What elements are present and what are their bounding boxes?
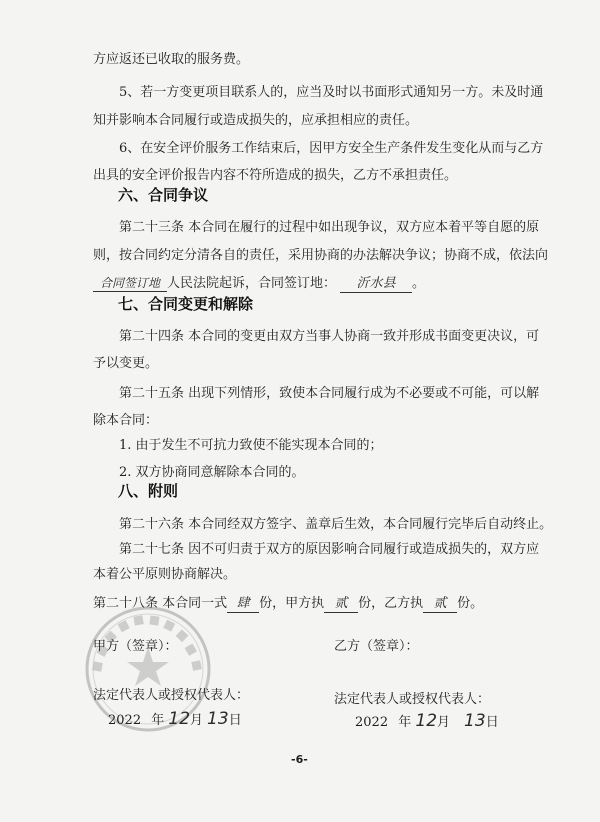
filled-court-place: 合同签订地 (93, 275, 167, 292)
filled-copies-total: 肆 (227, 596, 259, 613)
paragraph-line: 第二十四条 本合同的变更由双方当事人协商一致并形成书面变更决议，可 (119, 329, 540, 344)
paragraph-line: 第二十五条 出现下列情形，致使本合同履行成为不必要或不可能，可以解 (119, 386, 540, 401)
paragraph-line: 则，按合同约定分清各自的责任，采用协商的办法解决争议；协商不成，依法向 (93, 248, 549, 263)
paragraph-line: 2. 双方协商同意解除本合同的。 (119, 465, 305, 480)
paragraph-line: 除本合同： (93, 413, 159, 428)
paragraph-line: 合同签订地 人民法院起诉，合同签订地： 沂水县 。 (93, 275, 425, 293)
handwritten-day: 13 (464, 711, 486, 731)
party-a-seal-label: 甲方（签章）： (93, 639, 178, 654)
page-number: -6- (291, 753, 308, 766)
filled-copies-b: 贰 (423, 596, 457, 613)
handwritten-month: 12 (415, 711, 438, 731)
party-b-date: 2022 年 12月 13日 (355, 711, 499, 731)
paragraph-line: 1. 由于发生不可抗力致使不能实现本合同的； (119, 438, 383, 453)
paragraph-line: 第二十六条 本合同经双方签字、盖章后生效，本合同履行完毕后自动终止。 (119, 517, 553, 532)
paragraph-line: 本着公平原则协商解决。 (93, 567, 237, 582)
paragraph-line: 予以变更。 (93, 356, 159, 371)
section-heading-supplementary: 八、附则 (118, 482, 179, 500)
section-heading-change: 七、合同变更和解除 (118, 295, 254, 313)
paragraph-line: 第二十七条 因不可归责于双方的原因影响合同履行或造成损失的，双方应 (119, 542, 540, 557)
paragraph-line: 出具的安全评价报告内容不符所造成的损失，乙方不承担责任。 (93, 168, 458, 183)
party-b-representative-label: 法定代表人或授权代表人： (334, 692, 491, 707)
paragraph-line: 第二十八条 本合同一式 肆 份，甲方执 贰 份，乙方执 贰 份。 (93, 596, 484, 611)
party-a-representative-label: 法定代表人或授权代表人： (93, 688, 250, 703)
section-heading-dispute: 六、合同争议 (118, 186, 209, 204)
paragraph-line: 6、在安全评价服务工作结束后，因甲方安全生产条件发生变化从而与乙方 (119, 141, 544, 156)
party-b-seal-label: 乙方（签章）： (334, 639, 419, 654)
party-a-date: 2022 年 12月 13日 (108, 709, 242, 729)
handwritten-month: 12 (168, 709, 191, 729)
paragraph-line: 5、若一方变更项目联系人的，应当及时以书面形式通知另一方。未及时通 (119, 85, 544, 100)
filled-sign-place: 沂水县 (340, 276, 412, 293)
filled-copies-a: 贰 (324, 596, 358, 613)
paragraph-line: 方应返还已收取的服务费。 (93, 52, 250, 67)
handwritten-day: 13 (207, 709, 229, 729)
paragraph-line: 第二十三条 本合同在履行的过程中如出现争议，双方应本着平等自愿的原 (119, 220, 540, 235)
paragraph-line: 知并影响本合同履行或造成损失的，应承担相应的责任。 (93, 113, 419, 128)
